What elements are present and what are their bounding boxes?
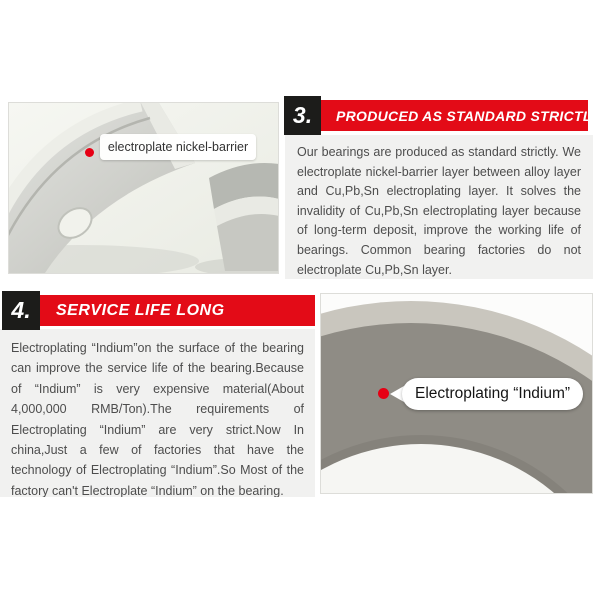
section-4-title: SERVICE LIFE LONG [56, 301, 225, 319]
indium-callout [402, 378, 583, 410]
section-3-number-box [284, 96, 321, 135]
section-4-paragraph: Electroplating “Indium”on the surface of the bearing can improve the service life of the bearing.Because of “Indium” is very expensive material(About 4,000,000 RMB/Ton).The requirements of Electroplating “Indium” are very strict.Now In china,Just a few of factories that have the technology of Electroplating “Indium”.So Most of the factory can't Electroplate “Indium” on the bearing. [0, 329, 315, 497]
section-3-number: 3. [292, 102, 313, 128]
bearing-halfshell-illustration [9, 103, 278, 273]
nickel-barrier-callout [100, 134, 256, 160]
nickel-barrier-label: electroplate nickel-barrier [107, 140, 249, 154]
indium-ring-photo [320, 293, 593, 494]
section-3-paragraph: Our bearings are produced as standard strictly. We electroplate nickel-barrier layer between alloy layer and Cu,Pb,Sn electroplating layer. It solves the invalidity of Cu,Pb,Sn electroplating layer because of long-term deposit, improve the working life of bearings. Common bearing factories do not electroplate Cu,Pb,Sn layer. [285, 135, 593, 279]
indium-label: Electroplating “Indium” [415, 385, 571, 402]
bearing-halfshell-photo [8, 102, 279, 274]
marker-dot-icon [85, 148, 94, 157]
section-3-title-banner [321, 100, 600, 131]
section-4-number-box [2, 291, 40, 330]
marker-dot-icon [378, 388, 389, 399]
section-4-title-banner [40, 295, 315, 326]
section-4-number: 4. [11, 297, 31, 323]
section-3-title: PRODUCED AS STANDARD STRICTLY [336, 107, 600, 124]
